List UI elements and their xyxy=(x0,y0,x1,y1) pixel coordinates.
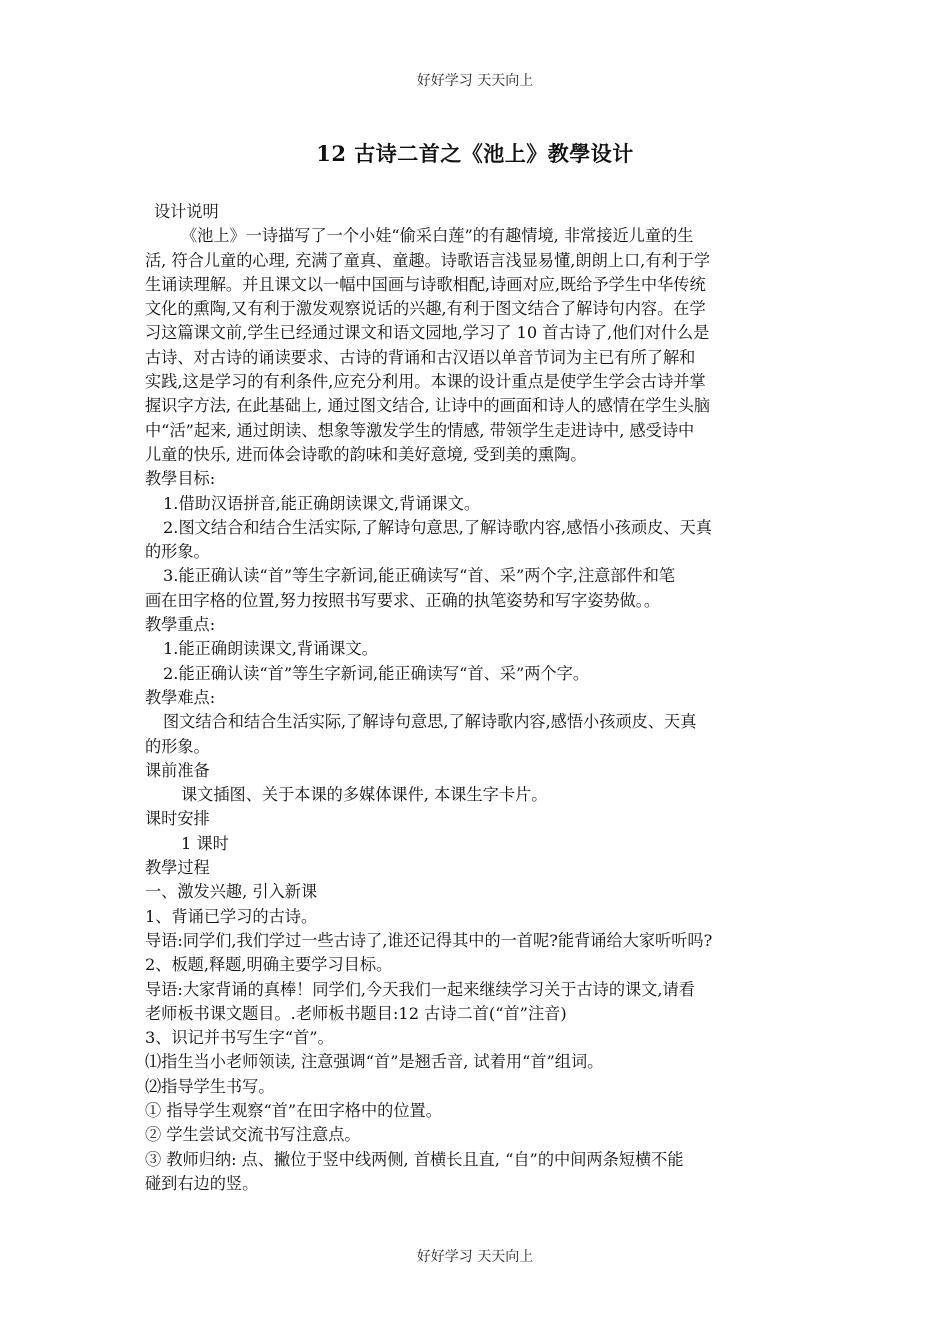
text-line: 画在田字格的位置,努力按照书写要求、正确的执笔姿势和写字姿势做。。 xyxy=(145,590,661,610)
text-line: 1.能正确朗读课文,背诵课文。 xyxy=(163,639,378,659)
text-line: 的形象。 xyxy=(145,542,210,562)
document-body xyxy=(145,200,815,1196)
text-line: 古诗、对古诗的诵读要求、古诗的背诵和古汉语以单音节词为主已有所了解和 xyxy=(145,347,696,367)
text-line: 2.能正确认读“首”等生字新词,能正确读写“首、采”两个字。 xyxy=(163,663,590,683)
document-title: 12 古诗二首之《池上》教學设计 xyxy=(316,141,634,166)
text-line: 1、背诵已学习的古诗。 xyxy=(145,906,318,926)
text-line: 3、识记并书写生字“首”。 xyxy=(145,1028,334,1048)
text-line: 老师板书课文题目。.老师板书题目:12 古诗二首(“首”注音) xyxy=(145,1003,567,1023)
text-line: 碰到右边的竖。 xyxy=(145,1173,259,1193)
text-line: 《池上》一诗描写了一个小娃“偷采白莲”的有趣情境, 非常接近儿童的生 xyxy=(181,226,694,246)
text-line: 1 课时 xyxy=(181,833,229,853)
text-line: 教學难点: xyxy=(145,687,216,707)
text-line: 2.图文结合和结合生活实际,了解诗句意思,了解诗歌内容,感悟小孩顽皮、天真 xyxy=(163,517,712,537)
text-line: 教學目标: xyxy=(145,469,216,489)
text-line: 导语:同学们,我们学过一些古诗了,谁还记得其中的一首呢?能背诵给大家听听吗? xyxy=(145,930,713,950)
text-line: 图文结合和结合生活实际,了解诗句意思,了解诗歌内容,感悟小孩顽皮、天真 xyxy=(163,712,697,732)
text-line: 的形象。 xyxy=(145,736,210,756)
text-line: 儿童的快乐, 进而体会诗歌的韵味和美好意境, 受到美的熏陶。 xyxy=(145,444,587,464)
text-line: 课文插图、关于本课的多媒体课件, 本课生字卡片。 xyxy=(181,785,548,805)
text-line: 生诵读理解。并且课文以一幅中国画与诗歌相配,诗画对应,既给予学生中华传统 xyxy=(145,274,706,294)
text-line: ② 学生尝试交流书写注意点。 xyxy=(145,1125,361,1145)
text-line: 教學过程 xyxy=(145,858,210,878)
text-line: ③ 教师归纳: 点、撇位于竖中线两侧, 首横长且直, “自”的中间两条短横不能 xyxy=(145,1149,684,1169)
text-line: 2、板题,释题,明确主要学习目标。 xyxy=(145,955,393,975)
text-line: 课时安排 xyxy=(145,809,210,829)
text-line: 课前准备 xyxy=(145,760,210,780)
text-line: ⑴指生当小老师领读, 注意强调“首”是翘舌音, 试着用“首”组词。 xyxy=(145,1052,604,1072)
text-line: 中“活”起来, 通过朗读、想象等激发学生的情感, 带领学生走进诗中, 感受诗中 xyxy=(145,420,695,440)
text-line: 活, 符合儿童的心理, 充满了童真、童趣。诗歌语言浅显易懂,朗朗上口,有利于学 xyxy=(145,250,711,270)
text-line: 握识字方法, 在此基础上, 通过图文结合, 让诗中的画面和诗人的感情在学生头脑 xyxy=(145,396,711,416)
text-line: 导语:大家背诵的真棒！同学们,今天我们一起来继续学习关于古诗的课文,请看 xyxy=(145,979,695,999)
text-line: 3.能正确认读“首”等生字新词,能正确读写“首、采”两个字,注意部件和笔 xyxy=(163,566,676,586)
text-line: ① 指导学生观察“首”在田字格中的位置。 xyxy=(145,1100,442,1120)
text-line: 习这篇课文前,学生已经通过课文和语文园地,学习了 10 首古诗了,他们对什么是 xyxy=(145,323,710,343)
text-line: 一、激发兴趣, 引入新课 xyxy=(145,882,318,902)
text-line: 教學重点: xyxy=(145,615,216,635)
text-line: ⑵指导学生书写。 xyxy=(145,1076,275,1096)
page-footer: 好好学习 天天向上 xyxy=(416,1249,534,1265)
text-line: 实践,这是学习的有利条件,应充分利用。本课的设计重点是使学生学会古诗并掌 xyxy=(145,372,706,392)
page-header: 好好学习 天天向上 xyxy=(416,73,534,89)
text-line: 设计说明 xyxy=(154,202,219,221)
text-line: 1.借助汉语拼音,能正确朗读课文,背诵课文。 xyxy=(163,493,481,513)
text-line: 文化的熏陶,又有利于激发观察说话的兴趣,有利于图文结合了解诗句内容。在学 xyxy=(145,299,706,319)
